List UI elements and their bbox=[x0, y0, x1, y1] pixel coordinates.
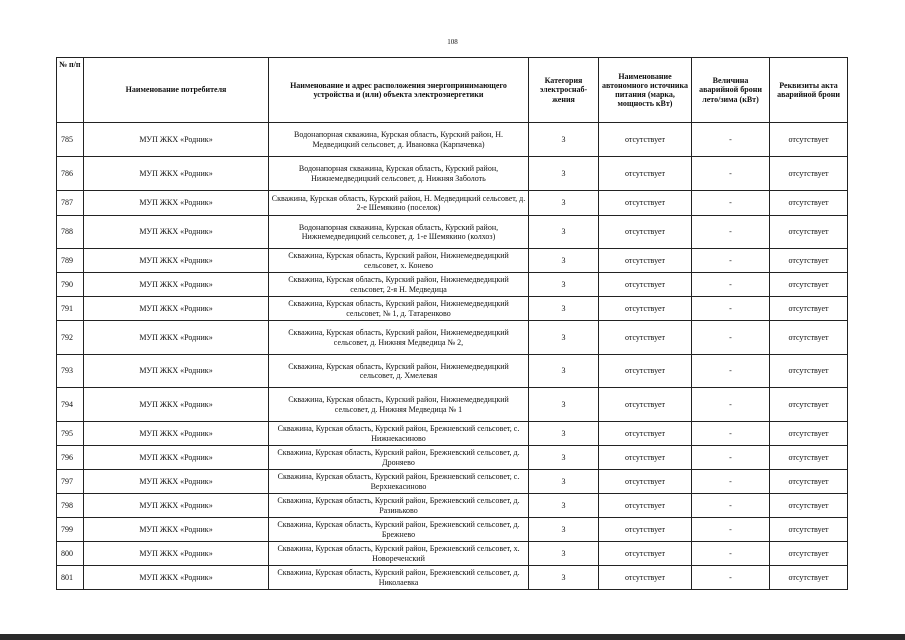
emergency-reserve: - bbox=[692, 446, 770, 470]
emergency-reserve: - bbox=[692, 157, 770, 191]
scan-edge bbox=[0, 634, 905, 640]
table-row bbox=[57, 157, 848, 191]
supply-category: 3 bbox=[529, 321, 599, 355]
row-number: 795 bbox=[57, 422, 84, 446]
autonomous-source: отсутствует bbox=[599, 518, 692, 542]
supply-category: 3 bbox=[529, 273, 599, 297]
reserve-act: отсутствует bbox=[770, 321, 848, 355]
row-number: 793 bbox=[57, 355, 84, 388]
consumer-name: МУП ЖКХ «Родник» bbox=[84, 494, 269, 518]
table-row bbox=[57, 542, 848, 566]
header-address: Наименование и адрес расположения энергопринимающего устройства и (или) объекта электроэнергетики bbox=[269, 58, 529, 123]
supply-category: 3 bbox=[529, 123, 599, 157]
reserve-act: отсутствует bbox=[770, 273, 848, 297]
emergency-reserve: - bbox=[692, 494, 770, 518]
emergency-reserve: - bbox=[692, 321, 770, 355]
header-consumer: Наименование потребителя bbox=[84, 58, 269, 123]
autonomous-source: отсутствует bbox=[599, 249, 692, 273]
object-address: Водонапорная скважина, Курская область, Курский район, Нижнемедведицкий сельсовет, д. 1-е Шемякино (колхоз) bbox=[269, 216, 529, 249]
reserve-act: отсутствует bbox=[770, 446, 848, 470]
reserve-act: отсутствует bbox=[770, 191, 848, 216]
supply-category: 3 bbox=[529, 216, 599, 249]
row-number: 786 bbox=[57, 157, 84, 191]
object-address: Скважина, Курская область, Курский район, Брежневский сельсовет, х. Новореченский bbox=[269, 542, 529, 566]
table-row bbox=[57, 216, 848, 249]
table-row bbox=[57, 470, 848, 494]
row-number: 798 bbox=[57, 494, 84, 518]
reserve-act: отсутствует bbox=[770, 216, 848, 249]
object-address: Скважина, Курская область, Курский район, Брежневский сельсовет, д. Николаевка bbox=[269, 566, 529, 590]
autonomous-source: отсутствует bbox=[599, 297, 692, 321]
reserve-act: отсутствует bbox=[770, 422, 848, 446]
consumer-name: МУП ЖКХ «Родник» bbox=[84, 216, 269, 249]
object-address: Скважина, Курская область, Курский район, Нижнемедведицкий сельсовет, 2-я Н. Медведица bbox=[269, 273, 529, 297]
table-header bbox=[57, 58, 848, 123]
row-number: 789 bbox=[57, 249, 84, 273]
table-row bbox=[57, 273, 848, 297]
consumer-name: МУП ЖКХ «Родник» bbox=[84, 446, 269, 470]
autonomous-source: отсутствует bbox=[599, 123, 692, 157]
row-number: 787 bbox=[57, 191, 84, 216]
object-address: Скважина, Курская область, Курский район, Нижнемедведицкий сельсовет, № 1, д. Татаренково bbox=[269, 297, 529, 321]
reserve-act: отсутствует bbox=[770, 518, 848, 542]
object-address: Скважина, Курская область, Курский район, Н. Медведицкий сельсовет, д. 2-е Шемякино (поселок) bbox=[269, 191, 529, 216]
row-number: 788 bbox=[57, 216, 84, 249]
supply-category: 3 bbox=[529, 494, 599, 518]
supply-category: 3 bbox=[529, 355, 599, 388]
row-number: 799 bbox=[57, 518, 84, 542]
autonomous-source: отсутствует bbox=[599, 191, 692, 216]
header-category: Категория электроснаб-жения bbox=[529, 58, 599, 123]
page-number: 108 bbox=[447, 38, 458, 46]
row-number: 797 bbox=[57, 470, 84, 494]
emergency-reserve: - bbox=[692, 388, 770, 422]
emergency-reserve: - bbox=[692, 123, 770, 157]
autonomous-source: отсутствует bbox=[599, 566, 692, 590]
row-number: 800 bbox=[57, 542, 84, 566]
object-address: Водонапорная скважина, Курская область, Курский район, Нижнемедведицкий сельсовет, д. Нижняя Заболоть bbox=[269, 157, 529, 191]
consumer-name: МУП ЖКХ «Родник» bbox=[84, 157, 269, 191]
table-row bbox=[57, 321, 848, 355]
supply-category: 3 bbox=[529, 446, 599, 470]
header-num: № п/п bbox=[57, 58, 84, 123]
consumer-name: МУП ЖКХ «Родник» bbox=[84, 566, 269, 590]
autonomous-source: отсутствует bbox=[599, 157, 692, 191]
reserve-act: отсутствует bbox=[770, 566, 848, 590]
autonomous-source: отсутствует bbox=[599, 422, 692, 446]
table-row bbox=[57, 388, 848, 422]
supply-category: 3 bbox=[529, 470, 599, 494]
table-row bbox=[57, 249, 848, 273]
reserve-act: отсутствует bbox=[770, 355, 848, 388]
object-address: Водонапорная скважина, Курская область, Курский район, Н. Медведицкий сельсовет, д. Ивановка (Карпачевка) bbox=[269, 123, 529, 157]
table-row bbox=[57, 297, 848, 321]
row-number: 796 bbox=[57, 446, 84, 470]
supply-category: 3 bbox=[529, 297, 599, 321]
consumer-name: МУП ЖКХ «Родник» bbox=[84, 355, 269, 388]
consumer-name: МУП ЖКХ «Родник» bbox=[84, 542, 269, 566]
reserve-act: отсутствует bbox=[770, 249, 848, 273]
object-address: Скважина, Курская область, Курский район, Нижнемедведицкий сельсовет, д. Нижняя Медведица № 1 bbox=[269, 388, 529, 422]
header-reserve: Величина аварийной брони лето/зима (кВт) bbox=[692, 58, 770, 123]
table-row bbox=[57, 422, 848, 446]
supply-category: 3 bbox=[529, 518, 599, 542]
consumer-name: МУП ЖКХ «Родник» bbox=[84, 422, 269, 446]
object-address: Скважина, Курская область, Курский район, Брежневский сельсовет, д. Брежнево bbox=[269, 518, 529, 542]
consumer-name: МУП ЖКХ «Родник» bbox=[84, 321, 269, 355]
emergency-reserve: - bbox=[692, 422, 770, 446]
emergency-reserve: - bbox=[692, 191, 770, 216]
autonomous-source: отсутствует bbox=[599, 388, 692, 422]
object-address: Скважина, Курская область, Курский район, Нижнемедведицкий сельсовет, х. Конево bbox=[269, 249, 529, 273]
consumer-name: МУП ЖКХ «Родник» bbox=[84, 470, 269, 494]
emergency-reserve: - bbox=[692, 566, 770, 590]
consumer-name: МУП ЖКХ «Родник» bbox=[84, 297, 269, 321]
row-number: 790 bbox=[57, 273, 84, 297]
emergency-reserve: - bbox=[692, 518, 770, 542]
consumer-name: МУП ЖКХ «Родник» bbox=[84, 249, 269, 273]
emergency-reserve: - bbox=[692, 273, 770, 297]
table-body bbox=[57, 123, 848, 590]
reserve-act: отсутствует bbox=[770, 388, 848, 422]
reserve-act: отсутствует bbox=[770, 157, 848, 191]
row-number: 791 bbox=[57, 297, 84, 321]
table-row bbox=[57, 566, 848, 590]
header-source: Наименование автономного источника питания (марка, мощность кВт) bbox=[599, 58, 692, 123]
autonomous-source: отсутствует bbox=[599, 216, 692, 249]
reserve-act: отсутствует bbox=[770, 123, 848, 157]
consumer-name: МУП ЖКХ «Родник» bbox=[84, 123, 269, 157]
table-row bbox=[57, 191, 848, 216]
autonomous-source: отсутствует bbox=[599, 355, 692, 388]
object-address: Скважина, Курская область, Курский район, Нижнемедведицкий сельсовет, д. Хмелевая bbox=[269, 355, 529, 388]
autonomous-source: отсутствует bbox=[599, 470, 692, 494]
table-row bbox=[57, 355, 848, 388]
table-row bbox=[57, 123, 848, 157]
row-number: 792 bbox=[57, 321, 84, 355]
supply-category: 3 bbox=[529, 388, 599, 422]
table-row bbox=[57, 494, 848, 518]
autonomous-source: отсутствует bbox=[599, 494, 692, 518]
supply-category: 3 bbox=[529, 566, 599, 590]
reserve-act: отсутствует bbox=[770, 494, 848, 518]
header-row bbox=[57, 58, 848, 123]
autonomous-source: отсутствует bbox=[599, 446, 692, 470]
object-address: Скважина, Курская область, Курский район, Брежневский сельсовет, д. Разиньково bbox=[269, 494, 529, 518]
consumer-name: МУП ЖКХ «Родник» bbox=[84, 388, 269, 422]
object-address: Скважина, Курская область, Курский район, Брежневский сельсовет, с. Верхнекасиново bbox=[269, 470, 529, 494]
supply-category: 3 bbox=[529, 422, 599, 446]
reserve-act: отсутствует bbox=[770, 542, 848, 566]
consumer-name: МУП ЖКХ «Родник» bbox=[84, 191, 269, 216]
row-number: 794 bbox=[57, 388, 84, 422]
header-act: Реквизиты акта аварийной брони bbox=[770, 58, 848, 123]
autonomous-source: отсутствует bbox=[599, 321, 692, 355]
supply-category: 3 bbox=[529, 249, 599, 273]
emergency-reserve: - bbox=[692, 216, 770, 249]
object-address: Скважина, Курская область, Курский район, Брежневский сельсовет, д. Дроняево bbox=[269, 446, 529, 470]
object-address: Скважина, Курская область, Курский район, Брежневский сельсовет, с. Нижнекасиново bbox=[269, 422, 529, 446]
autonomous-source: отсутствует bbox=[599, 273, 692, 297]
emergency-reserve: - bbox=[692, 470, 770, 494]
table-row bbox=[57, 518, 848, 542]
row-number: 801 bbox=[57, 566, 84, 590]
supply-category: 3 bbox=[529, 157, 599, 191]
object-address: Скважина, Курская область, Курский район, Нижнемедведицкий сельсовет, д. Нижняя Медведица № 2, bbox=[269, 321, 529, 355]
table-row bbox=[57, 446, 848, 470]
consumer-name: МУП ЖКХ «Родник» bbox=[84, 273, 269, 297]
emergency-reserve: - bbox=[692, 297, 770, 321]
consumers-table bbox=[56, 57, 848, 590]
emergency-reserve: - bbox=[692, 249, 770, 273]
row-number: 785 bbox=[57, 123, 84, 157]
emergency-reserve: - bbox=[692, 542, 770, 566]
reserve-act: отсутствует bbox=[770, 297, 848, 321]
autonomous-source: отсутствует bbox=[599, 542, 692, 566]
supply-category: 3 bbox=[529, 191, 599, 216]
reserve-act: отсутствует bbox=[770, 470, 848, 494]
consumer-name: МУП ЖКХ «Родник» bbox=[84, 518, 269, 542]
emergency-reserve: - bbox=[692, 355, 770, 388]
supply-category: 3 bbox=[529, 542, 599, 566]
